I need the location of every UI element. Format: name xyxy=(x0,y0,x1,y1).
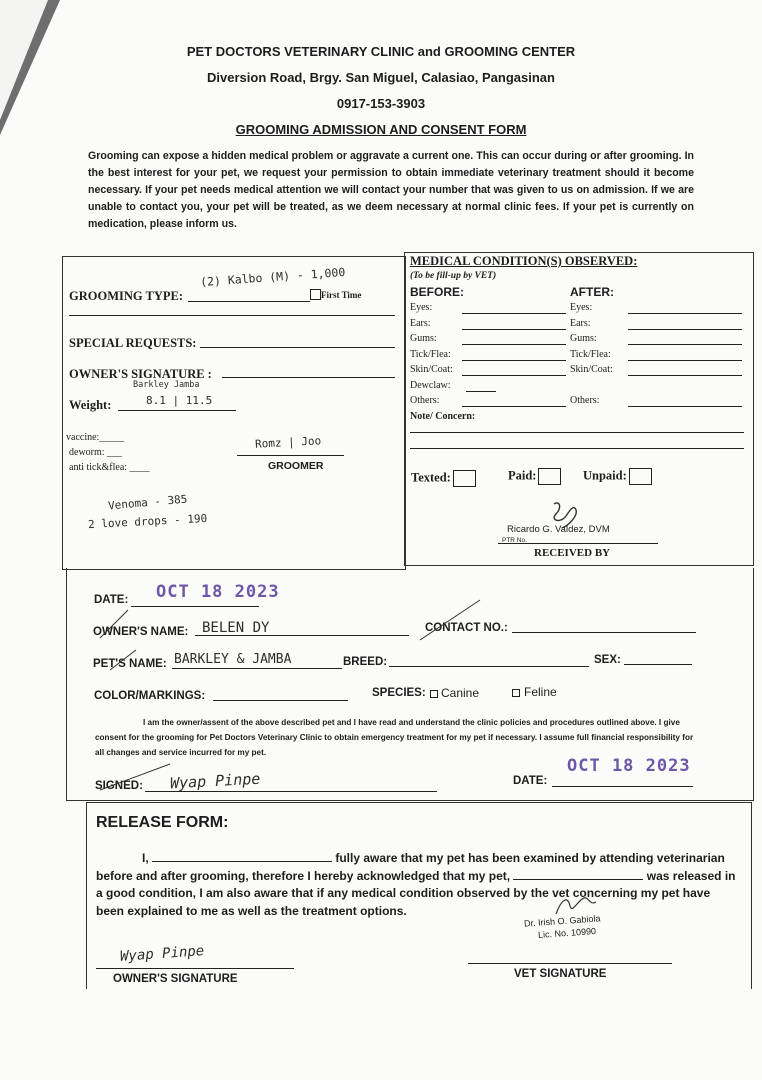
note-handwritten-1: Venoma - 385 xyxy=(107,492,188,513)
unpaid-field xyxy=(583,468,652,485)
texted-label: Texted: xyxy=(411,470,451,485)
texted-field xyxy=(411,470,476,487)
pen-strokes xyxy=(70,560,670,840)
clinic-address: Diversion Road, Brgy. San Miguel, Calasiao, Pangasinan xyxy=(207,70,555,85)
pet-names-handwritten: Barkley Jamba xyxy=(133,380,200,390)
after-row-line[interactable] xyxy=(628,375,742,376)
before-row-label: Eyes: xyxy=(410,302,433,313)
paid-label: Paid: xyxy=(508,468,537,483)
pet-name-value: BARKLEY & JAMBA xyxy=(174,652,292,667)
after-row-line[interactable] xyxy=(628,406,742,407)
deworm-label: deworm: ___ xyxy=(69,447,123,458)
signed-handwritten: Wyap Pinpe xyxy=(169,769,261,793)
after-row-label: Ears: xyxy=(570,317,591,329)
before-row-label: Skin/Coat: xyxy=(410,364,453,375)
before-row-line[interactable] xyxy=(462,360,566,361)
unpaid-label: Unpaid: xyxy=(583,468,627,483)
release-line-1 xyxy=(96,850,750,868)
feline-label: Feline xyxy=(524,685,557,699)
after-row-label: Others: xyxy=(570,395,600,406)
canine-label: Canine xyxy=(441,686,480,700)
groomer-label: GROOMER xyxy=(268,460,324,472)
received-by-label: RECEIVED BY xyxy=(534,547,611,559)
paid-field xyxy=(508,468,561,485)
before-label: BEFORE: xyxy=(410,285,464,299)
weight-value: 8.1 | 11.5 xyxy=(146,394,213,407)
texted-checkbox[interactable] xyxy=(453,470,476,487)
paid-checkbox[interactable] xyxy=(538,468,561,485)
release-line-4: been explained to me as well as the treatment options. xyxy=(96,903,407,918)
after-label: AFTER: xyxy=(570,285,614,299)
color-markings-label: COLOR/MARKINGS: xyxy=(94,690,206,702)
before-row-line[interactable] xyxy=(462,329,566,330)
date-label: DATE: xyxy=(94,594,129,606)
groomer-handwritten: Romz | Joo xyxy=(254,434,322,451)
after-row-label: Tick/Flea: xyxy=(570,348,611,360)
after-row-line[interactable] xyxy=(628,329,742,330)
release-i-label: I, xyxy=(142,851,149,865)
before-row-label: Tick/Flea: xyxy=(410,348,451,360)
pet-name-label: PET'S NAME: xyxy=(93,658,167,670)
vet-name-stamp: Ricardo G. Valdez, DVM xyxy=(507,524,610,535)
release-line-2 xyxy=(96,868,750,886)
note-concern-label: Note/ Concern: xyxy=(410,411,476,422)
release-text-c: was released in xyxy=(646,868,736,883)
before-row-label: Dewclaw: xyxy=(410,379,451,391)
after-row-line[interactable] xyxy=(628,344,742,345)
release-name-line xyxy=(152,861,332,862)
medical-subtitle: (To be fill-up by VET) xyxy=(410,271,497,281)
clinic-phone: 0917-153-3903 xyxy=(336,96,426,111)
release-paragraph xyxy=(96,850,750,920)
release-vet-name: Dr. Irish O. Gabiola xyxy=(523,913,601,929)
special-requests-label: SPECIAL REQUESTS: xyxy=(69,336,197,350)
contact-label: CONTACT NO.: xyxy=(425,622,508,634)
vaccine-label: vaccine:_____ xyxy=(66,432,125,443)
before-row-line[interactable] xyxy=(466,391,496,392)
release-text-a: fully aware that my pet has been examined by attending veterinarian xyxy=(335,851,725,865)
before-row-label: Gums: xyxy=(410,333,437,344)
first-time-checkbox[interactable] xyxy=(310,289,321,300)
before-row-line[interactable] xyxy=(462,375,566,376)
medical-title: MEDICAL CONDITION(S) OBSERVED: xyxy=(410,254,638,268)
note-handwritten-2: 2 love drops - 190 xyxy=(87,511,208,532)
breed-label: BREED: xyxy=(343,656,388,668)
grooming-type-label: GROOMING TYPE: xyxy=(69,289,184,303)
before-row-label: Ears: xyxy=(410,317,431,329)
unpaid-checkbox[interactable] xyxy=(629,468,652,485)
intro-paragraph: Grooming can expose a hidden medical problem or aggravate a current one. This can occur during or after grooming. In the best interest for your pet, we request your permission to obtain immediate veterinary treatment should it become necessary. If your pet needs medical attention we will contact your number that was given to us on admission. If we are unable to contact you, your pet will be treated, as we deem necessary at normal clinic fees. If your pet is currently on medication, please inform us. xyxy=(88,150,694,230)
consent-date-label: DATE: xyxy=(513,775,548,787)
owner-name-label: OWNER'S NAME: xyxy=(93,626,189,638)
before-row-line[interactable] xyxy=(462,344,566,345)
grooming-type-value: (2) Kalbo (M) - 1,000 xyxy=(199,264,346,290)
date-stamp: OCT 18 2023 xyxy=(156,582,280,602)
owners-signature-label: OWNER'S SIGNATURE : xyxy=(69,367,212,381)
clinic-name: PET DOCTORS VETERINARY CLINIC and GROOMING CENTER xyxy=(186,44,576,59)
form-title: GROOMING ADMISSION AND CONSENT FORM xyxy=(235,122,527,137)
ptr-label: PTR No. xyxy=(502,537,527,544)
first-time-label: First Time xyxy=(321,290,362,300)
release-line-3: a good condition, I am also aware that if any medical condition observed by the vet concerning my pet have xyxy=(96,886,711,900)
signed-label: SIGNED: xyxy=(95,780,143,792)
release-vet-license: Lic. No. 10990 xyxy=(537,925,597,941)
release-text-b: before and after grooming, therefore I hereby acknowledged that my pet, xyxy=(96,868,511,883)
after-row-line[interactable] xyxy=(628,360,742,361)
owner-signature-label: OWNER'S SIGNATURE xyxy=(113,973,238,985)
species-label: SPECIES: xyxy=(372,687,426,699)
consent-text: I am the owner/assent of the above described pet and I have read and understand the clinic policies and procedures outlined above. I give consent for the grooming for Pet Doctors Veterinary Clinic to obtain emergency treatment for my pet if necessary. I assume full financial responsibility for all changes and service incurred for my pet. xyxy=(95,718,694,757)
before-row-label: Others: xyxy=(410,395,440,406)
owner-name-value: BELEN DY xyxy=(202,620,270,636)
sex-label: SEX: xyxy=(594,654,621,666)
consent-date-stamp: OCT 18 2023 xyxy=(567,756,691,776)
before-row-line[interactable] xyxy=(462,406,566,407)
after-row-label: Skin/Coat: xyxy=(570,364,613,375)
after-row-label: Gums: xyxy=(570,333,597,344)
release-owner-signature-handwritten: Wyap Pinpe xyxy=(119,943,205,965)
release-title: RELEASE FORM: xyxy=(96,814,229,831)
before-row-line[interactable] xyxy=(462,313,566,314)
weight-label: Weight: xyxy=(69,398,112,412)
release-pet-line xyxy=(513,879,643,880)
after-row-label: Eyes: xyxy=(570,302,593,313)
anti-tick-flea-label: anti tick&flea: ____ xyxy=(69,462,150,473)
after-row-line[interactable] xyxy=(628,313,742,314)
vet-signature-label: VET SIGNATURE xyxy=(514,968,607,980)
